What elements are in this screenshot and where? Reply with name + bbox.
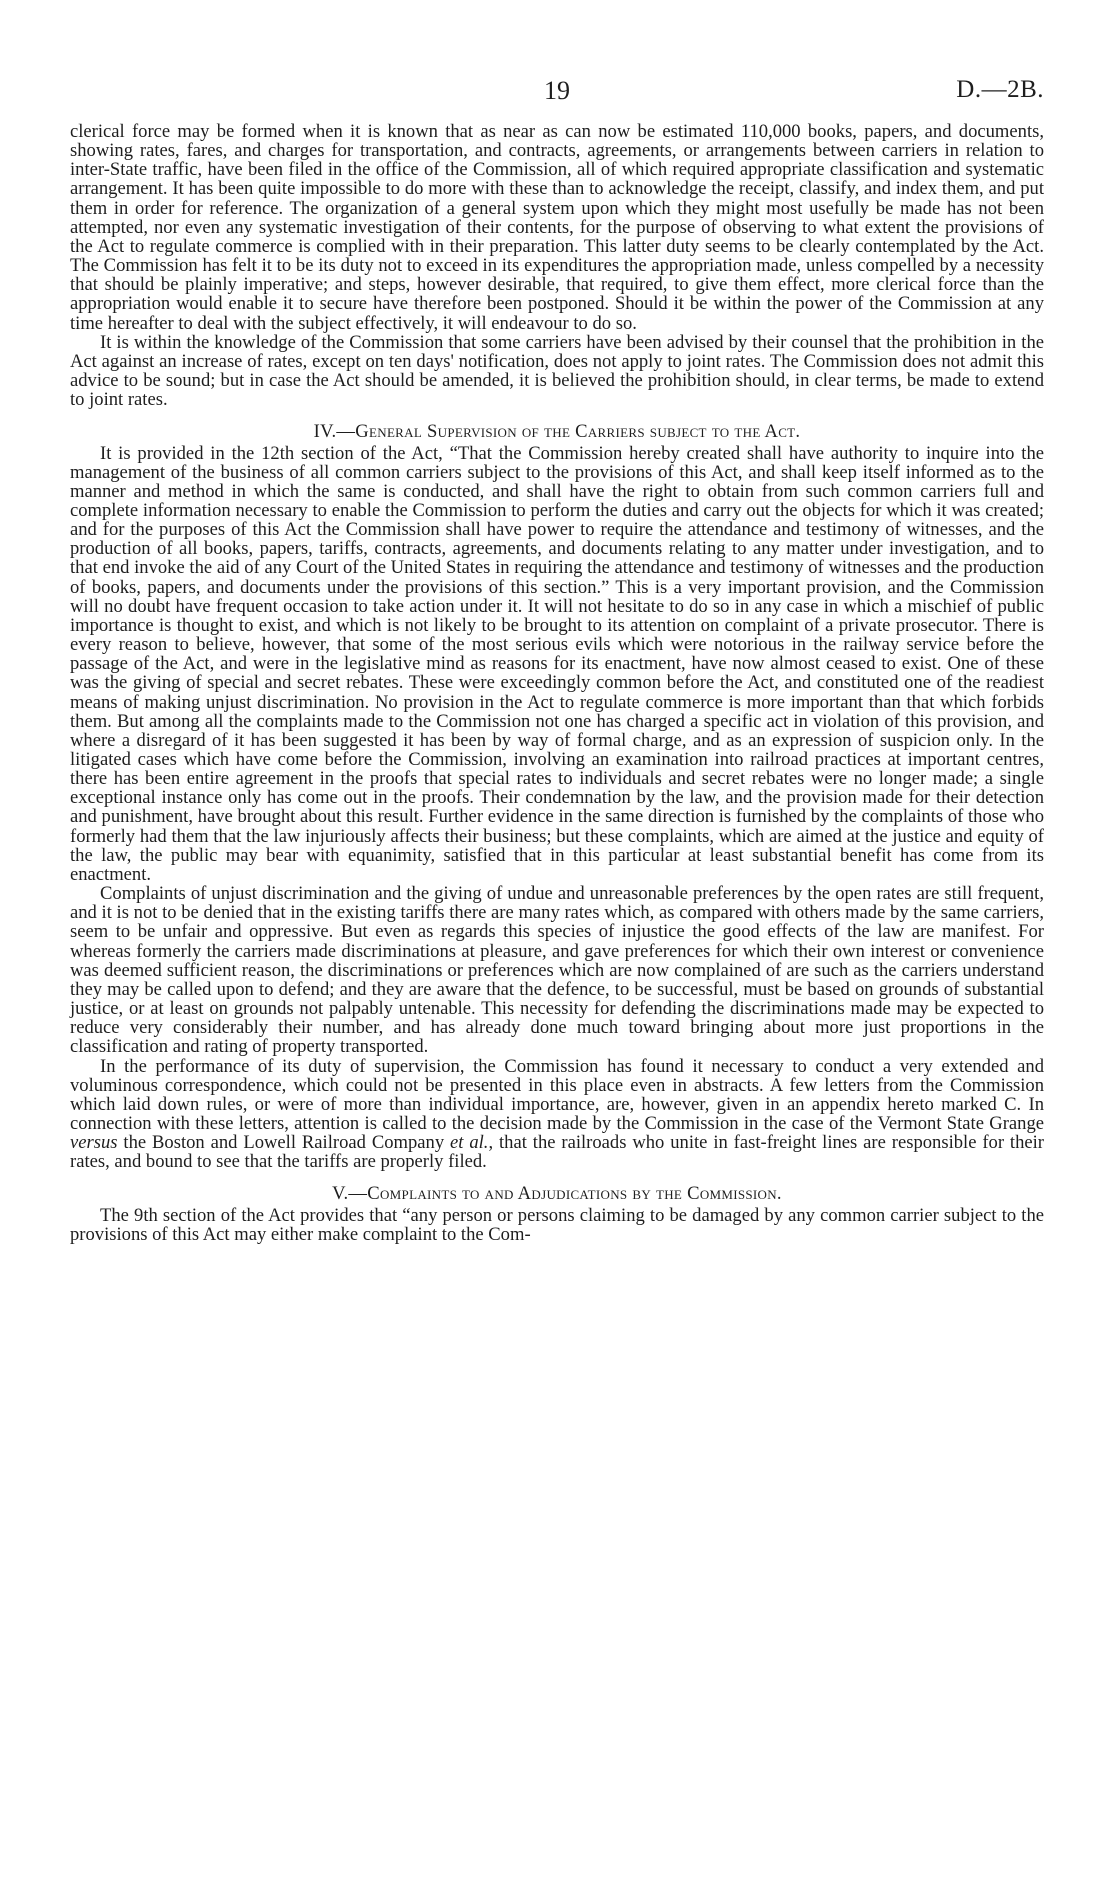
paragraph-supervision-part-a: In the performance of its duty of supervision, the Commission has found it necessary to conduct a very extended and voluminous correspondence, which could not be presented in this place even in abstracts. A few letters from the Commission which laid down rules, or were of more than individual importance, are, however, given in an appendix hereto marked C. In connection with these letters, attention is called to the decision made by the Commission in the case of the Vermont State Grange xyxy=(70,1055,1044,1134)
document-reference: D.—2B. xyxy=(956,76,1044,103)
page-number: 19 xyxy=(544,76,570,105)
paragraph-supervision-correspondence xyxy=(70,1057,1044,1172)
section-heading-v: V.—Complaints to and Adjudications by the Commission. xyxy=(332,1183,782,1205)
versus-italic: versus xyxy=(70,1132,118,1154)
body-text xyxy=(70,122,1044,1244)
paragraph-joint-rates: It is within the knowledge of the Commission that some carriers have been advised by their counsel that the prohibition in the Act against an increase of rates, except on ten days' notification, does not apply to joint rates. The Commission does not admit this advice to be sound; but in case the Act should be amended, it is believed the prohibition should, in clear terms, be made to extend to joint rates. xyxy=(70,331,1044,411)
paragraph-supervision-part-b: the Boston and Lowell Railroad Company xyxy=(117,1132,451,1154)
paragraph-9th-section: The 9th section of the Act provides that “any person or persons claiming to be damaged by any common carrier subject to the provisions of this Act may either make complaint to the Com- xyxy=(70,1204,1044,1245)
paragraph-supervision-part-c: , that the railroads who unite in fast-freight lines are responsible for their rates, and bound to see that the tariffs are properly filed. xyxy=(70,1132,1045,1173)
page-header xyxy=(70,76,1044,110)
paragraph-unjust-discrimination: Complaints of unjust discrimination and the giving of undue and unreasonable preferences by the open rates are still frequent, and it is not to be denied that in the existing tariffs there are many rates which, as compared with others made by the same carriers, seem to be unfair and oppressive. But even as regards this species of injustice the good effects of the law are manifest. For whereas formerly the carriers made discriminations at pleasure, and gave preferences for which their own interest or convenience was deemed sufficient reason, the discriminations or preferences which are now complained of are such as the carriers understand they may be called upon to defend; and they are aware that the defence, to be successful, must be based on grounds of substantial justice, or at least on grounds not palpably untenable. This necessity for defending the discriminations made may be expected to reduce very considerably their number, and has already done much toward bringing about more just proportions in the classification and rating of property transported. xyxy=(70,883,1044,1058)
et-al-italic: et al. xyxy=(450,1132,489,1154)
paragraph-clerical-force: clerical force may be formed when it is known that as near as can now be estimated 110,000 books, papers, and documents, showing rates, fares, and charges for transportation, and contracts, agreements, or arrangements between carriers in relation to inter-State traffic, have been filed in the office of the Commission, all of which required appropriate classification and systematic arrangement. It has been quite impossible to do more with these than to acknowledge the receipt, classify, and index them, and put them in order for reference. The organization of a general system upon which they might most usefully be made has not been attempted, nor even any systematic investigation of their contents, for the purpose of observing to what extent the provisions of the Act to regulate commerce is complied with in their preparation. This latter duty seems to be clearly contemplated by the Act. The Commission has felt it to be its duty not to exceed in its expenditures the appropriation made, unless compelled by a necessity that should be plainly imperative; and steps, however desirable, that required, to give them effect, more clerical force than the appropriation would enable it to secure have therefore been postponed. Should it be within the power of the Commission at any time hereafter to deal with the subject effectively, it will endeavour to do so. xyxy=(70,121,1044,334)
section-heading-iv: IV.—General Supervision of the Carriers subject to the Act. xyxy=(313,421,801,443)
paragraph-12th-section: It is provided in the 12th section of the Act, “That the Commission hereby created shall have authority to inquire into the management of the business of all common carriers subject to the provisions of this Act, and shall keep itself informed as to the manner and method in which the same is conducted, and shall have the right to obtain from such common carriers full and complete information necessary to enable the Commission to perform the duties and carry out the objects for which it was created; and for the purposes of this Act the Commission shall have power to require the attendance and testimony of witnesses, and the production of all books, papers, tariffs, contracts, agreements, and documents relating to any matter under investigation, and to that end invoke the aid of any Court of the United States in requiring the attendance and testimony of witnesses and the production of books, papers, and documents under the provisions of this section.” This is a very important provision, and the Commission will no doubt have frequent occasion to take action under it. It will not hesitate to do so in any case in which a mischief of public importance is thought to exist, and which is not likely to be brought to its attention on complaint of a private prosecutor. There is every reason to believe, however, that some of the most serious evils which were notorious in the railway service before the passage of the Act, and were in the legislative mind as reasons for its enactment, have now almost ceased to exist. One of these was the giving of special and secret rebates. These were exceedingly common before the Act, and constituted one of the readiest means of making unjust discrimination. No provision in the Act to regulate commerce is more important than that which forbids them. But among all the complaints made to the Commission not one has charged a specific act in violation of this provision, and where a disregard of it has been suggested it has been by way of formal charge, and as an expression of suspicion only. In the litigated cases which have come before the Commission, involving an examination into railroad practices at important centres, there has been entire agreement in the proofs that special rates to individuals and secret rebates were no longer made; a single exceptional instance only has come out in the proofs. Their condemnation by the law, and the provision made for their detection and punishment, have brought about this result. Further evidence in the same direction is furnished by the complaints of those who formerly had them that the law injuriously affects their business; but these complaints, which are aimed at the justice and equity of the law, the public may bear with equanimity, satisfied that in this particular at least substantial benefit has come from its enactment. xyxy=(70,442,1044,885)
